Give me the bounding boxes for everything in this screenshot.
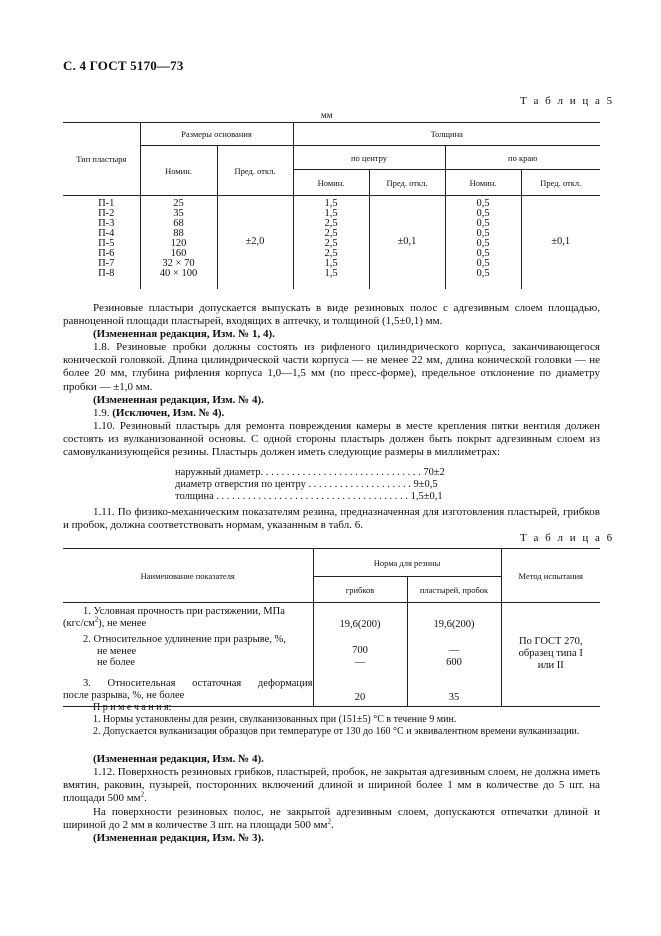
dimension-thickness: толщина . . . . . . . . . . . . . . . . . . . . . . . . . . . . . . . . . . . . . 1,5±0,1: [175, 491, 443, 502]
revision-note-4: (Измененная редакция, Изм. № 3).: [93, 832, 264, 844]
t6-method: [501, 603, 600, 707]
dimension-hole-diameter: диаметр отверстия по центру . . . . . . . . . . . . . . . . . . . . 9±0,5: [175, 479, 438, 490]
table-cell: —: [448, 645, 460, 656]
t5-head-base: Размеры основания: [140, 123, 293, 146]
table-cell: 700: [352, 645, 368, 656]
table5-caption: Т а б л и ц а 5: [520, 95, 615, 107]
table-cell: не менее: [97, 645, 137, 657]
para-strips: Резиновые пластыри допускается выпускать в виде резиновых полос с адгезивным слоем площадью, равноценной площади пластырей, входящих в аптечку, и толщиной (1,5±0,1) мм.: [63, 302, 600, 328]
table-cell: 2,5: [324, 248, 338, 259]
para-1-9-text: (Исключен, Изм. № 4).: [112, 407, 225, 419]
page-header: С. 4 ГОСТ 5170—73: [63, 58, 184, 73]
table-cell: П-7: [98, 258, 115, 269]
t5-head-base-dev: Пред. откл.: [217, 146, 293, 196]
table-cell: после разрыва, %, не более: [63, 690, 185, 701]
table-cell: 0,5: [476, 228, 490, 239]
t6-head-mushrooms: грибков: [313, 577, 407, 603]
table-cell: 0,5: [476, 218, 490, 229]
table-cell: 88: [173, 228, 184, 239]
table-cell: 0,5: [476, 268, 490, 279]
superscript: 2: [327, 817, 331, 826]
table-cell: образец типа I: [518, 648, 583, 660]
table-cell: 2,5: [324, 218, 338, 229]
table-cell: 1,5: [324, 268, 338, 279]
table6: [63, 548, 600, 707]
t5-head-edge-nom: Номин.: [445, 170, 521, 196]
table5-unit: мм: [321, 110, 333, 120]
t6-row3-plast: 35: [407, 672, 501, 706]
para-strip-imprints-text: На поверхности резиновых полос, не закрытой адгезивным слоем, допускаются отпечатки длиной и шириной до 2 мм в количестве 3 шт. на площади 500 мм: [63, 806, 600, 832]
table-cell: не более: [97, 657, 135, 668]
revision-note-1: (Измененная редакция, Изм. № 1, 4).: [93, 328, 275, 340]
table-cell: 0,5: [476, 198, 490, 209]
table5: [63, 122, 600, 289]
para-1-9-number: 1.9.: [93, 407, 110, 419]
table-cell: 2,5: [324, 238, 338, 249]
table-cell: 2. Относительное удлинение при разрыве, %,: [83, 634, 286, 645]
table-cell: 40 × 100: [159, 268, 198, 279]
t5-col-base: [140, 196, 217, 289]
t6-head-name: Наименование показателя: [63, 549, 313, 603]
note-2: 2. Допускается вулканизация образцов при температуре от 130 до 160 °С и эквивалентном времени вулканизации.: [93, 726, 580, 737]
table-cell: 1,5: [324, 198, 338, 209]
t5-head-edge: по краю: [445, 146, 600, 170]
table-cell: 1,5: [324, 258, 338, 269]
t5-edge-dev: ±0,1: [551, 236, 571, 248]
table-cell: 0,5: [476, 248, 490, 259]
t5-head-base-nom: Номин.: [140, 146, 217, 196]
t5-head-center: по центру: [293, 146, 445, 170]
table-cell: П-3: [98, 218, 115, 229]
table-cell: 25: [173, 198, 184, 209]
table-cell: 0,5: [476, 258, 490, 269]
table-cell: 0,5: [476, 238, 490, 249]
para-1-9: [63, 407, 600, 420]
table-cell: П-1: [98, 198, 115, 209]
para-1-8: 1.8. Резиновые пробки должны состоять из рифленого цилиндрического корпуса, заканчивающегося конической головкой. Длина цилиндрической части корпуса — не менее 22 мм, длина конической головки — не более 20 мм, глубина рифления корпуса 1,0—1,5 мм (по пресс-форме), предельное отклонение по диаметру пробки — ±1,0 мм.: [63, 341, 600, 393]
superscript: 2: [94, 615, 99, 624]
table-cell-text: (кгс/см: [63, 618, 95, 629]
t5-col-center: [293, 196, 369, 289]
notes-title: П р и м е ч а н и я:: [93, 702, 172, 713]
table-cell: 35: [173, 208, 184, 219]
t5-base-dev: ±2,0: [217, 196, 293, 289]
t6-row3-mush: 20: [313, 672, 407, 706]
t5-center-dev: ±0,1: [369, 196, 445, 289]
table-cell: или II: [537, 660, 564, 672]
table-cell-text: ), не менее: [98, 618, 147, 629]
table-cell: 32 × 70: [162, 258, 195, 269]
t6-row1-plast: 19,6(200): [407, 603, 501, 631]
para-1-10: 1.10. Резиновый пластырь для ремонта повреждения камеры в месте крепления пятки вентиля должен состоять из вулканизованной основы. С одной стороны пластырь должен быть покрыт адгезивным слоем из самовулканизующейся резины. Пластырь должен иметь следующие размеры в миллиметрах:: [63, 420, 600, 459]
t6-row1-mush: 19,6(200): [313, 603, 407, 631]
table-cell: 2,5: [324, 228, 338, 239]
para-1-12: [63, 766, 600, 806]
dimension-outer-diameter: наружный диаметр. . . . . . . . . . . . . . . . . . . . . . . . . . . . . . . 70±2: [175, 467, 445, 478]
para-strip-imprints: [63, 806, 600, 832]
table-cell: 68: [173, 218, 184, 229]
table-cell: П-2: [98, 208, 115, 219]
t5-head-type: Тип пластыря: [63, 123, 140, 196]
t6-row2-plast: [407, 630, 501, 672]
table-cell: П-8: [98, 268, 115, 279]
t5-col-type: [63, 196, 140, 289]
table-cell: 160: [170, 248, 187, 259]
t5-head-thickness: Толщина: [293, 123, 600, 146]
table-cell: П-6: [98, 248, 115, 259]
table-cell: 600: [446, 656, 462, 668]
revision-note-3: (Измененная редакция, Изм. № 4).: [93, 753, 264, 765]
t6-row2-mush: [313, 630, 407, 672]
table-cell: П-5: [98, 238, 115, 249]
t5-head-center-nom: Номин.: [293, 170, 369, 196]
table-cell: 3. Относительная остаточная деформация: [83, 678, 313, 689]
para-1-11: 1.11. По физико-механическим показателям резина, предназначенная для изготовления пластырей, грибков и пробок, должна соответствовать нормам, указанным в табл. 6.: [63, 506, 600, 532]
t5-col-edge: [445, 196, 521, 289]
table-cell: 1,5: [324, 208, 338, 219]
table-cell: [63, 615, 313, 630]
t5-head-center-dev: Пред. откл.: [369, 170, 445, 196]
revision-note-2: (Измененная редакция, Изм. № 4).: [93, 394, 264, 406]
t5-head-edge-dev: Пред. откл.: [521, 170, 600, 196]
t6-head-norm: Норма для резины: [313, 549, 501, 577]
table-cell: —: [354, 656, 366, 668]
superscript: 2: [140, 790, 145, 799]
para-1-12-end: .: [144, 792, 147, 805]
table-cell: 1. Условная прочность при растяжении, МПа: [83, 606, 285, 617]
table6-caption: Т а б л и ц а 6: [520, 532, 615, 544]
para-1-12-text: 1.12. Поверхность резиновых грибков, пластырей, пробок, не закрытая адгезивным слоем, не должна иметь вмятин, раковин, пузырей, посторонних включений длиной и шириной более 1 мм в количестве до 5 шт. на площади 500 мм: [63, 766, 600, 805]
t6-head-method: Метод испытания: [501, 549, 600, 603]
t6-row2-name: [63, 630, 313, 672]
para-strip-imprints-end: .: [331, 819, 334, 832]
table-cell: По ГОСТ 270,: [519, 636, 583, 648]
note-1: 1. Нормы установлены для резин, свулканизованных при (151±5) °С в течение 9 мин.: [93, 714, 457, 725]
t6-head-plasters: пластырей, пробок: [407, 577, 501, 603]
table-cell: 120: [170, 238, 187, 249]
t6-row3-name: [63, 672, 313, 706]
t6-row1-name: [63, 603, 313, 631]
table-cell: П-4: [98, 228, 115, 239]
table-cell: 0,5: [476, 208, 490, 219]
